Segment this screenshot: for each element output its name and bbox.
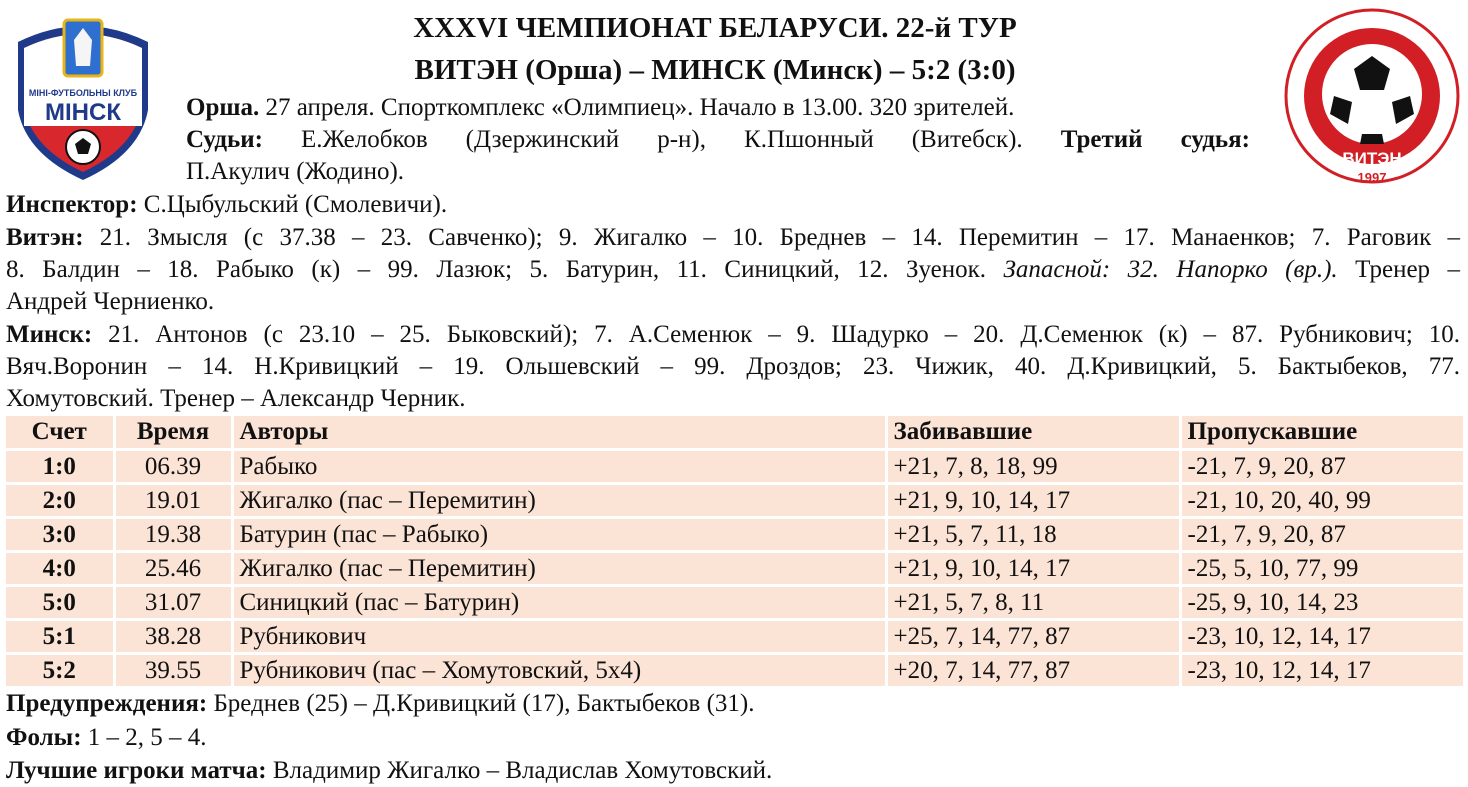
- col-score: Счет: [6, 416, 114, 450]
- viten-lineup-line-1: [6, 222, 1460, 254]
- viten-label: Витэн:: [6, 224, 84, 251]
- author-cell: Жигалко (пас – Перемитин): [232, 484, 886, 518]
- author-cell: Батурин (пас – Рабыко): [232, 518, 886, 552]
- minsk-label: Минск:: [6, 321, 93, 348]
- viten-substitute: Запасной: 32. Напорко (вр.).: [1003, 256, 1338, 283]
- scoring-cell: +20, 7, 14, 77, 87: [886, 654, 1180, 687]
- scoring-cell: +21, 5, 7, 8, 11: [886, 586, 1180, 620]
- table-row: [6, 450, 1464, 484]
- table-row: [6, 654, 1464, 687]
- scoring-cell: +21, 9, 10, 14, 17: [886, 484, 1180, 518]
- score-cell: 5:2: [6, 654, 114, 687]
- table-row: [6, 552, 1464, 586]
- scoring-cell: +21, 5, 7, 11, 18: [886, 518, 1180, 552]
- minsk-lineup-text-1: 21. Антонов (с 23.10 – 25. Быковский); 7. А.Семенюк – 9. Шадурко – 20. Д.Семенюк (к) – 87. Рубникович; 10.: [92, 321, 1460, 348]
- score-cell: 4:0: [6, 552, 114, 586]
- viten-logo-name: ВИТЭН: [1342, 149, 1402, 168]
- conceding-cell: -23, 10, 12, 14, 17: [1180, 654, 1464, 687]
- venue-line: [186, 92, 1014, 124]
- score-cell: 5:0: [6, 586, 114, 620]
- score-cell: 1:0: [6, 450, 114, 484]
- minsk-logo-name: МІНСК: [45, 99, 121, 126]
- championship-title: XXXVI ЧЕМПИОНАТ БЕЛАРУСИ. 22-й ТУР: [413, 12, 1017, 44]
- viten-club-logo: [1282, 6, 1462, 186]
- author-cell: Синицкий (пас – Батурин): [232, 586, 886, 620]
- scoring-cell: +21, 9, 10, 14, 17: [886, 552, 1180, 586]
- author-cell: Рубникович (пас – Хомутовский, 5х4): [232, 654, 886, 687]
- time-cell: 25.46: [114, 552, 232, 586]
- viten-lineup-text-2: 8. Балдин – 18. Рабыко (к) – 99. Лазюк; 5. Батурин, 11. Синицкий, 12. Зуенок.: [6, 256, 987, 283]
- third-referee-label: Третий судья:: [1060, 126, 1250, 153]
- venue-label: Орша.: [186, 94, 260, 121]
- time-cell: 31.07: [114, 586, 232, 620]
- best-players-line: [6, 755, 772, 787]
- conceding-cell: -21, 10, 20, 40, 99: [1180, 484, 1464, 518]
- viten-lineup-line-2: [6, 254, 1460, 286]
- col-authors: Авторы: [232, 416, 886, 450]
- time-cell: 19.01: [114, 484, 232, 518]
- best-players-label: Лучшие игроки матча:: [6, 757, 267, 784]
- minsk-club-logo: [12, 14, 154, 182]
- minsk-lineup-line-3: Хомутовский. Тренер – Александр Черник.: [6, 385, 466, 412]
- fouls-text: 1 – 2, 5 – 4.: [81, 724, 207, 751]
- col-time: Время: [114, 416, 232, 450]
- viten-logo-year: 1997: [1357, 170, 1387, 185]
- minsk-lineup-line-1: [6, 319, 1460, 351]
- conceding-cell: -21, 7, 9, 20, 87: [1180, 450, 1464, 484]
- conceding-cell: -21, 7, 9, 20, 87: [1180, 518, 1464, 552]
- referees-label: Судьи:: [186, 126, 263, 153]
- table-row: [6, 620, 1464, 654]
- minsk-logo-caption: МІНІ-ФУТБОЛЬНЫ КЛУБ: [28, 88, 138, 98]
- third-referee-text: П.Акулич (Жодино).: [186, 158, 405, 185]
- minsk-lineup-line-2: Вяч.Воронин – 14. Н.Кривицкий – 19. Ольшевский – 99. Дроздов; 23. Чижик, 40. Д.Кривицкий, 5. Бактыбеков, 77.: [6, 353, 1460, 380]
- table-row: [6, 586, 1464, 620]
- goals-table: [6, 416, 1466, 686]
- scoring-cell: +25, 7, 14, 77, 87: [886, 620, 1180, 654]
- time-cell: 19.38: [114, 518, 232, 552]
- warnings-text: Бреднев (25) – Д.Кривицкий (17), Бактыбеков (31).: [207, 690, 755, 717]
- inspector-text: С.Цыбульский (Смолевичи).: [137, 191, 448, 218]
- author-cell: Рабыко: [232, 450, 886, 484]
- table-row: [6, 484, 1464, 518]
- score-cell: 2:0: [6, 484, 114, 518]
- conceding-cell: -23, 10, 12, 14, 17: [1180, 620, 1464, 654]
- fouls-label: Фолы:: [6, 724, 82, 751]
- viten-coach-label: Тренер –: [1355, 256, 1461, 283]
- col-scoring-players: Забивавшие: [886, 416, 1180, 450]
- fouls-line: [6, 722, 207, 754]
- inspector-label: Инспектор:: [6, 191, 138, 218]
- warnings-line: [6, 688, 755, 720]
- time-cell: 39.55: [114, 654, 232, 687]
- col-conceding-players: Пропускавшие: [1180, 416, 1464, 450]
- referees-line: [186, 124, 1250, 156]
- time-cell: 38.28: [114, 620, 232, 654]
- author-cell: Жигалко (пас – Перемитин): [232, 552, 886, 586]
- viten-lineup-text-1: 21. Змысля (с 37.38 – 23. Савченко); 9. Жигалко – 10. Бреднев – 14. Перемитин – 17. Манаенков; 7. Раговик –: [83, 224, 1460, 251]
- referees-text: Е.Желобков (Дзержинский р-н), К.Пшонный (Витебск).: [262, 126, 1023, 153]
- goals-header-row: [6, 416, 1464, 450]
- author-cell: Рубникович: [232, 620, 886, 654]
- score-cell: 5:1: [6, 620, 114, 654]
- scoring-cell: +21, 7, 8, 18, 99: [886, 450, 1180, 484]
- match-title: ВИТЭН (Орша) – МИНСК (Минск) – 5:2 (3:0): [414, 54, 1016, 86]
- inspector-line: [6, 189, 447, 221]
- conceding-cell: -25, 5, 10, 77, 99: [1180, 552, 1464, 586]
- score-cell: 3:0: [6, 518, 114, 552]
- best-players-text: Владимир Жигалко – Владислав Хомутовский.: [266, 757, 773, 784]
- table-row: [6, 518, 1464, 552]
- time-cell: 06.39: [114, 450, 232, 484]
- warnings-label: Предупреждения:: [6, 690, 208, 717]
- viten-lineup-line-3: Андрей Черниенко.: [6, 288, 215, 315]
- venue-text: 27 апреля. Спорткомплекс «Олимпиец». Начало в 13.00. 320 зрителей.: [259, 94, 1015, 121]
- conceding-cell: -25, 9, 10, 14, 23: [1180, 586, 1464, 620]
